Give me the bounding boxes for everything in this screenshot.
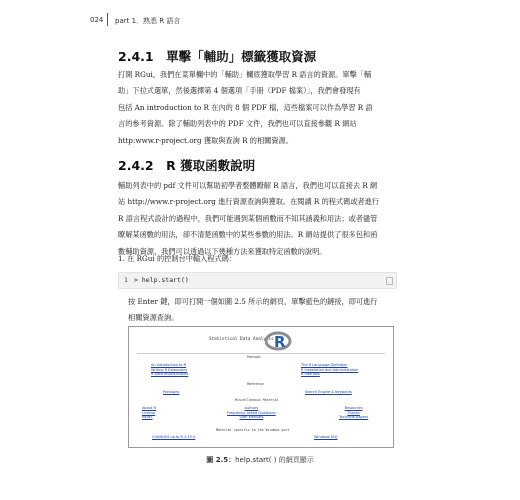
step-1: 1. 在 RGui 的控制台中輸入程式碼： — [118, 254, 237, 263]
help-link[interactable]: R Internals — [301, 372, 320, 377]
code-text: > help.start() — [134, 276, 189, 284]
help-link[interactable]: Frequently Asked Questions — [227, 410, 276, 415]
windows-port-label: Material specific to the Windows port — [216, 428, 290, 432]
section-2-4-1-paragraph — [118, 67, 398, 149]
paragraph-line: http:www.r-project.org 獲取與查詢 R 的相關資源。 — [118, 135, 293, 145]
paragraph-line: 包括 An introduction to R 在內的 8 個 PDF 檔，這些檔案可以作為學習 R 語 — [118, 102, 373, 112]
help-link[interactable]: Resources — [344, 406, 363, 410]
help-link[interactable]: The R Language Definition — [301, 363, 348, 367]
misc-left-links — [142, 406, 156, 420]
figure-title: Statistical Data Analysis — [209, 337, 274, 342]
help-link[interactable]: Writing R Extensions — [151, 367, 188, 372]
manuals-right-links — [301, 363, 358, 377]
after-code-paragraph — [128, 294, 398, 327]
misc-mid-links — [227, 406, 276, 420]
help-link[interactable]: An Introduction to R — [151, 363, 187, 367]
help-link[interactable]: Thanks — [347, 410, 360, 415]
misc-label: Miscellaneous Material — [235, 398, 279, 402]
paragraph-line: 打開 RGui，我們在菜單欄中的「輔助」欄底獲取學習 R 語言的資源。單擊「輔 — [118, 70, 372, 79]
r-logo-icon — [265, 331, 293, 351]
caption-text: help.start( ) 的網頁顯示 — [235, 456, 314, 464]
help-link[interactable]: License — [142, 410, 156, 415]
figure-help-start-screenshot — [128, 326, 394, 448]
caption-label: 圖 2.5： — [206, 456, 236, 464]
paragraph-line: 輔助列表中的 pdf 文件可以幫助初學者整體瞭解 R 語言，我們也可以直接去 R 網 — [118, 181, 378, 190]
help-link[interactable]: Technical papers — [339, 415, 369, 420]
part-title: part 1．熟悉 R 語言 — [115, 17, 181, 25]
paragraph-line: 瞭解某函數的用法，卻不清楚函數中的某些參數的用法。R 網站提供了很多包和函 — [118, 230, 378, 240]
figure-caption — [0, 455, 520, 465]
help-link[interactable]: Authors — [244, 406, 259, 410]
help-link[interactable]: About R — [142, 406, 156, 410]
windows-faq-link[interactable]: Windows FAQ — [314, 435, 338, 439]
packages-link[interactable]: Packages — [163, 390, 180, 394]
help-link[interactable]: R Installation and Administration — [301, 367, 359, 372]
paragraph-line: R 語言程式設計的過程中，我們可能遇到某個函數而不知其涵義和用法；或者儘管 — [118, 213, 378, 223]
r-logo-letter: R — [274, 333, 286, 351]
help-link[interactable]: R Data Import/Export — [151, 372, 189, 377]
manuals-left-links — [151, 363, 188, 377]
search-engine-link[interactable]: Search Engine & Keywords — [305, 390, 352, 394]
figure-divider — [137, 353, 385, 354]
help-link[interactable]: NEWS — [142, 415, 153, 420]
paragraph-line: 按 Enter 鍵，即可打開一個如圖 2.5 所示的網頁，單擊藍色的鏈接，即可進行 — [128, 297, 378, 306]
code-block — [118, 272, 397, 289]
paragraph-line: 言的參考資源。除了輔助列表中的 PDF 文件，我們也可以直接參觀 R 網站 — [118, 119, 357, 129]
paragraph-line: 站 http://www.r-project.org 進行資源查詢與獲取。在閱讀 R 的程式碼或者進行 — [118, 197, 380, 207]
code-line-number: 1 — [124, 276, 128, 284]
paragraph-line: 助」下拉式選單，然後選擇第 4 個選項「手冊（PDF 檔案）」，我們會發現有 — [118, 86, 361, 96]
misc-right-links — [339, 406, 368, 420]
header-divider — [107, 13, 108, 26]
paragraph-line: 相關資源查詢。 — [128, 313, 179, 323]
manuals-label: Manuals — [247, 355, 261, 359]
section-2-4-2-paragraph — [118, 178, 398, 260]
page-number: 024 — [90, 16, 104, 24]
section-heading-2-4-1: 2.4.1 單擊「輔助」標籤獲取資源 — [118, 49, 317, 64]
changes-link[interactable]: CHANGES up to R 2.15.0 — [152, 435, 196, 439]
section-heading-2-4-2: 2.4.2 R 獲取函數說明 — [118, 158, 256, 173]
paragraph-line: 數輔助資源，我們可以透過以下幾種方法來獲取特定函數的說明。 — [118, 246, 327, 256]
help-link[interactable]: User Manuals — [239, 415, 264, 420]
reference-label: Reference — [247, 382, 264, 386]
copy-icon[interactable] — [386, 277, 393, 285]
